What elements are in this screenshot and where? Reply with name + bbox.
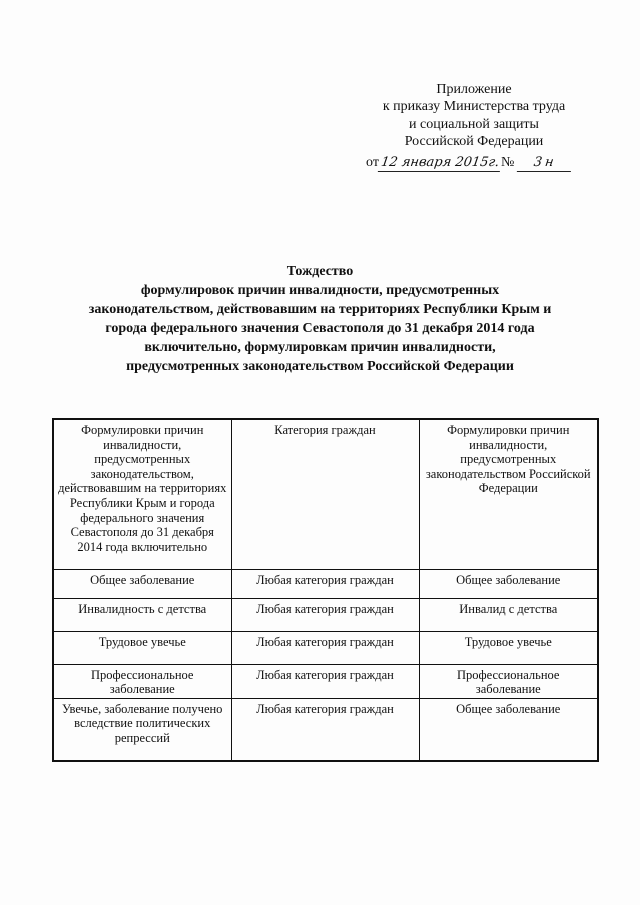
- appendix-line: и социальной защиты: [409, 116, 539, 132]
- table-cell: Любая категория граждан: [231, 631, 419, 664]
- appendix-line: Приложение: [436, 82, 512, 97]
- title-line: Тождество: [286, 264, 354, 279]
- document-title: [0, 262, 640, 376]
- table-row: [53, 631, 598, 664]
- table-header-row: [53, 419, 598, 569]
- table-cell: Профессиональное заболевание: [419, 664, 598, 698]
- table-cell: Общее заболевание: [53, 569, 231, 598]
- table-row: [53, 598, 598, 631]
- header-cell-crimea-wording: Формулировки причин инвалидности, предусмотренных законодательством, действовавшим на территориях Республики Крым и города федерального значения Севастополя до 31 декабря 2014 года включительно: [53, 419, 231, 569]
- handwritten-date: 12 января 2015г.: [378, 155, 502, 172]
- appendix-line: Российской Федерации: [404, 134, 544, 150]
- table-cell: Инвалидность с детства: [53, 598, 231, 631]
- table-cell: Любая категория граждан: [231, 569, 419, 598]
- table-cell: Любая категория граждан: [231, 698, 419, 761]
- table-cell: Профессиональное заболевание: [53, 664, 231, 698]
- table-cell: Увечье, заболевание получено вследствие политических репрессий: [53, 698, 231, 761]
- table-cell: Общее заболевание: [419, 569, 598, 598]
- table-row: [53, 664, 598, 698]
- header-cell-category: Категория граждан: [231, 419, 419, 569]
- title-line: законодательством, действовавшим на территориях Республики Крым и: [88, 302, 552, 317]
- title-line: города федерального значения Севастополя до 31 декабря 2014 года: [105, 321, 535, 336]
- table-cell: Общее заболевание: [419, 698, 598, 761]
- title-line: включительно, формулировкам причин инвалидности,: [144, 340, 496, 355]
- date-prefix: от: [366, 155, 379, 170]
- table-cell: Любая категория граждан: [231, 598, 419, 631]
- table-cell: Трудовое увечье: [419, 631, 598, 664]
- number-prefix: №: [500, 155, 515, 170]
- table-row: [53, 698, 598, 761]
- title-line: предусмотренных законодательством Российской Федерации: [126, 359, 514, 374]
- header-cell-rf-wording: Формулировки причин инвалидности, предусмотренных законодательством Российской Федерации: [419, 419, 598, 569]
- disability-reasons-table: [52, 418, 599, 762]
- title-line: формулировок причин инвалидности, предусмотренных: [140, 283, 500, 298]
- table-cell: Инвалид с детства: [419, 598, 598, 631]
- table-cell: Трудовое увечье: [53, 631, 231, 664]
- appendix-line: к приказу Министерства труда: [382, 99, 566, 115]
- order-date-number: [366, 153, 586, 173]
- appendix-header: [358, 81, 590, 151]
- table-row: [53, 569, 598, 598]
- handwritten-number: 3н: [517, 155, 573, 172]
- table-cell: Любая категория граждан: [231, 664, 419, 698]
